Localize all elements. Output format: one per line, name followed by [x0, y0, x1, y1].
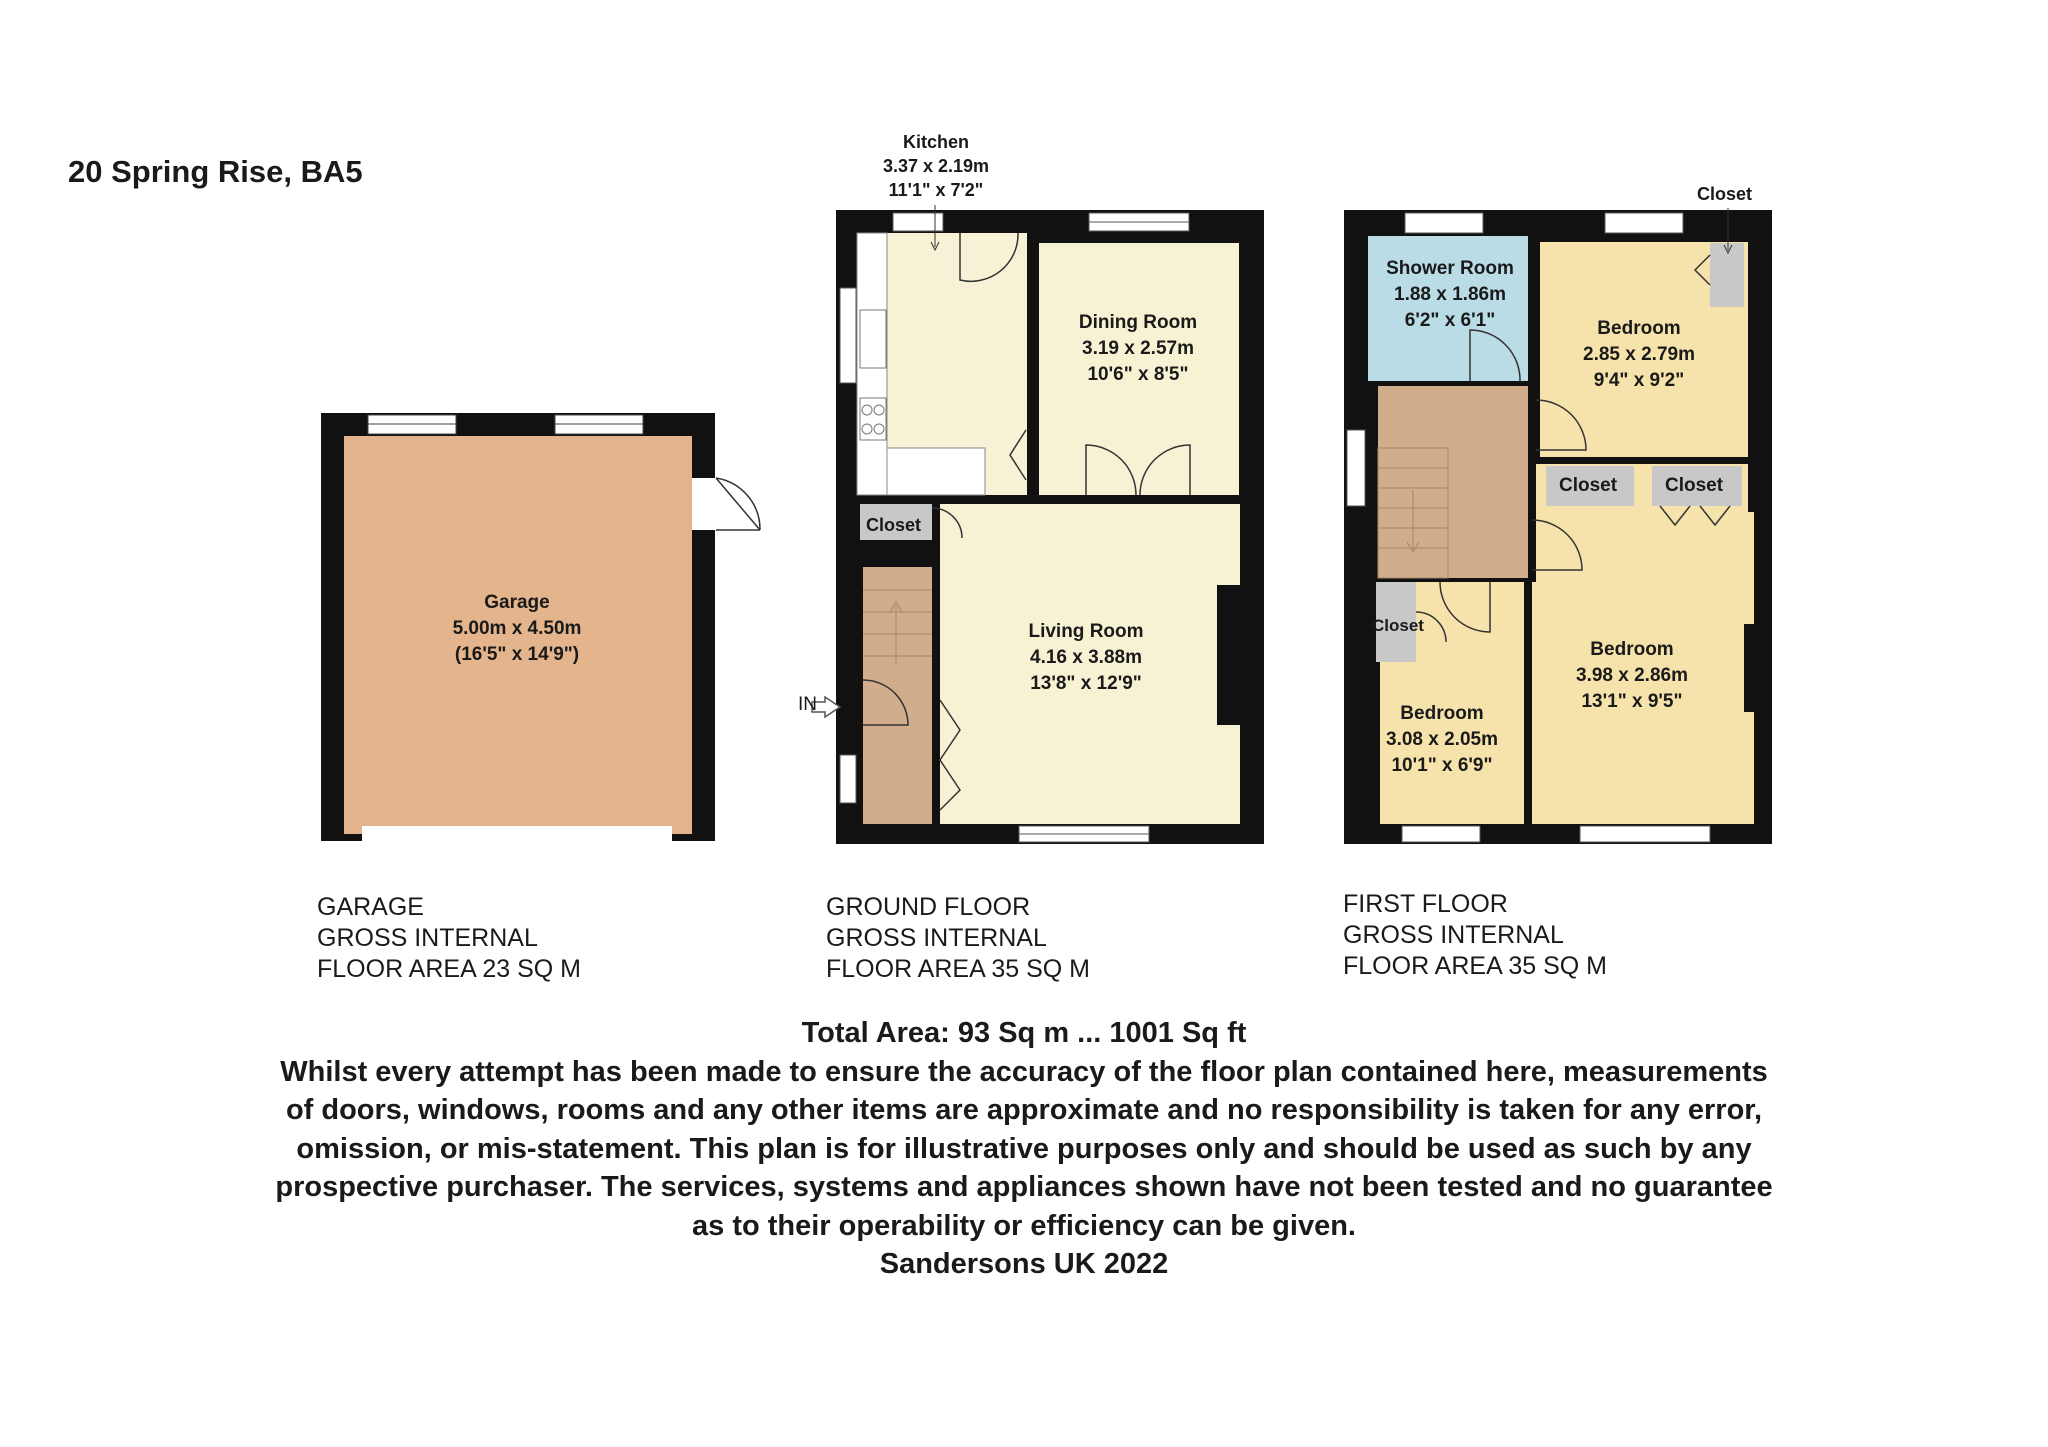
landing-window: [1347, 430, 1365, 506]
footer: [0, 1014, 2048, 1284]
dining-room-label: Dining Room 3.19 x 2.57m 10'6" x 8'5": [1078, 312, 1198, 385]
first-closet-top: [1710, 243, 1744, 307]
closet-left-label: Closet: [1372, 616, 1424, 635]
landing-floor: [1378, 386, 1528, 578]
garage-side-door-opening: [692, 478, 716, 530]
disclaimer-line: omission, or mis-statement. This plan is for illustrative purposes only and should be used as such by any: [296, 1132, 1752, 1165]
bedroom-top-label: Bedroom 2.85 x 2.79m 9'4" x 9'2": [1583, 318, 1695, 391]
bedroom-left-label: Bedroom 3.08 x 2.05m 10'1" x 6'9": [1386, 703, 1498, 776]
total-area: Total Area: 93 Sq m ... 1001 Sq ft: [801, 1017, 1247, 1049]
disclaimer-line: of doors, windows, rooms and any other items are approximate and no responsibility is taken for any error,: [285, 1094, 1763, 1126]
ground-floor-summary: GROUND FLOOR GROSS INTERNAL FLOOR AREA 35 SQ M: [826, 893, 1090, 983]
first-floor-summary: FIRST FLOOR GROSS INTERNAL FLOOR AREA 35 SQ M: [1343, 890, 1607, 980]
living-room-label: Living Room 4.16 x 3.88m 13'8" x 12'9": [1028, 621, 1144, 694]
disclaimer-line: Whilst every attempt has been made to ensure the accuracy of the floor plan contained here, measurements: [280, 1055, 1768, 1088]
kitchen-sink: [860, 310, 886, 368]
garage-label: Garage 5.00m x 4.50m (16'5" x 14'9"): [452, 592, 582, 665]
garage-summary: GARAGE GROSS INTERNAL FLOOR AREA 23 SQ M: [317, 893, 581, 983]
credit: Sandersons UK 2022: [879, 1248, 1169, 1280]
property-title: 20 Spring Rise, BA5: [68, 154, 363, 189]
closet-top-label: Closet: [1697, 184, 1753, 204]
bedroom-right-window: [1580, 826, 1710, 842]
ground-closet-label: Closet: [866, 515, 922, 535]
garage-side-door: [716, 478, 760, 530]
shower-room-label: Shower Room 1.88 x 1.86m 6'2" x 6'1": [1386, 258, 1514, 331]
shower-window: [1405, 213, 1483, 233]
kitchen-counter: [887, 448, 985, 495]
closet-a-label: Closet: [1559, 475, 1618, 496]
bedroom-right-label: Bedroom 3.98 x 2.86m 13'1" x 9'5": [1576, 639, 1688, 712]
kitchen-side-window: [840, 288, 856, 383]
closet-b-label: Closet: [1665, 475, 1724, 496]
disclaimer-line: as to their operability or efficiency can be given.: [692, 1209, 1356, 1242]
bedroom-top-window: [1605, 213, 1683, 233]
kitchen-hob: [860, 398, 886, 440]
kitchen-label: Kitchen 3.37 x 2.19m 11'1" x 7'2": [882, 132, 990, 200]
bedroom-left-window: [1402, 826, 1480, 842]
hall-window: [840, 755, 856, 803]
entrance-label: IN: [798, 694, 817, 715]
disclaimer-line: prospective purchaser. The services, systems and appliances shown have not been tested and no guarantee: [275, 1171, 1773, 1203]
garage-door-opening: [362, 826, 672, 842]
